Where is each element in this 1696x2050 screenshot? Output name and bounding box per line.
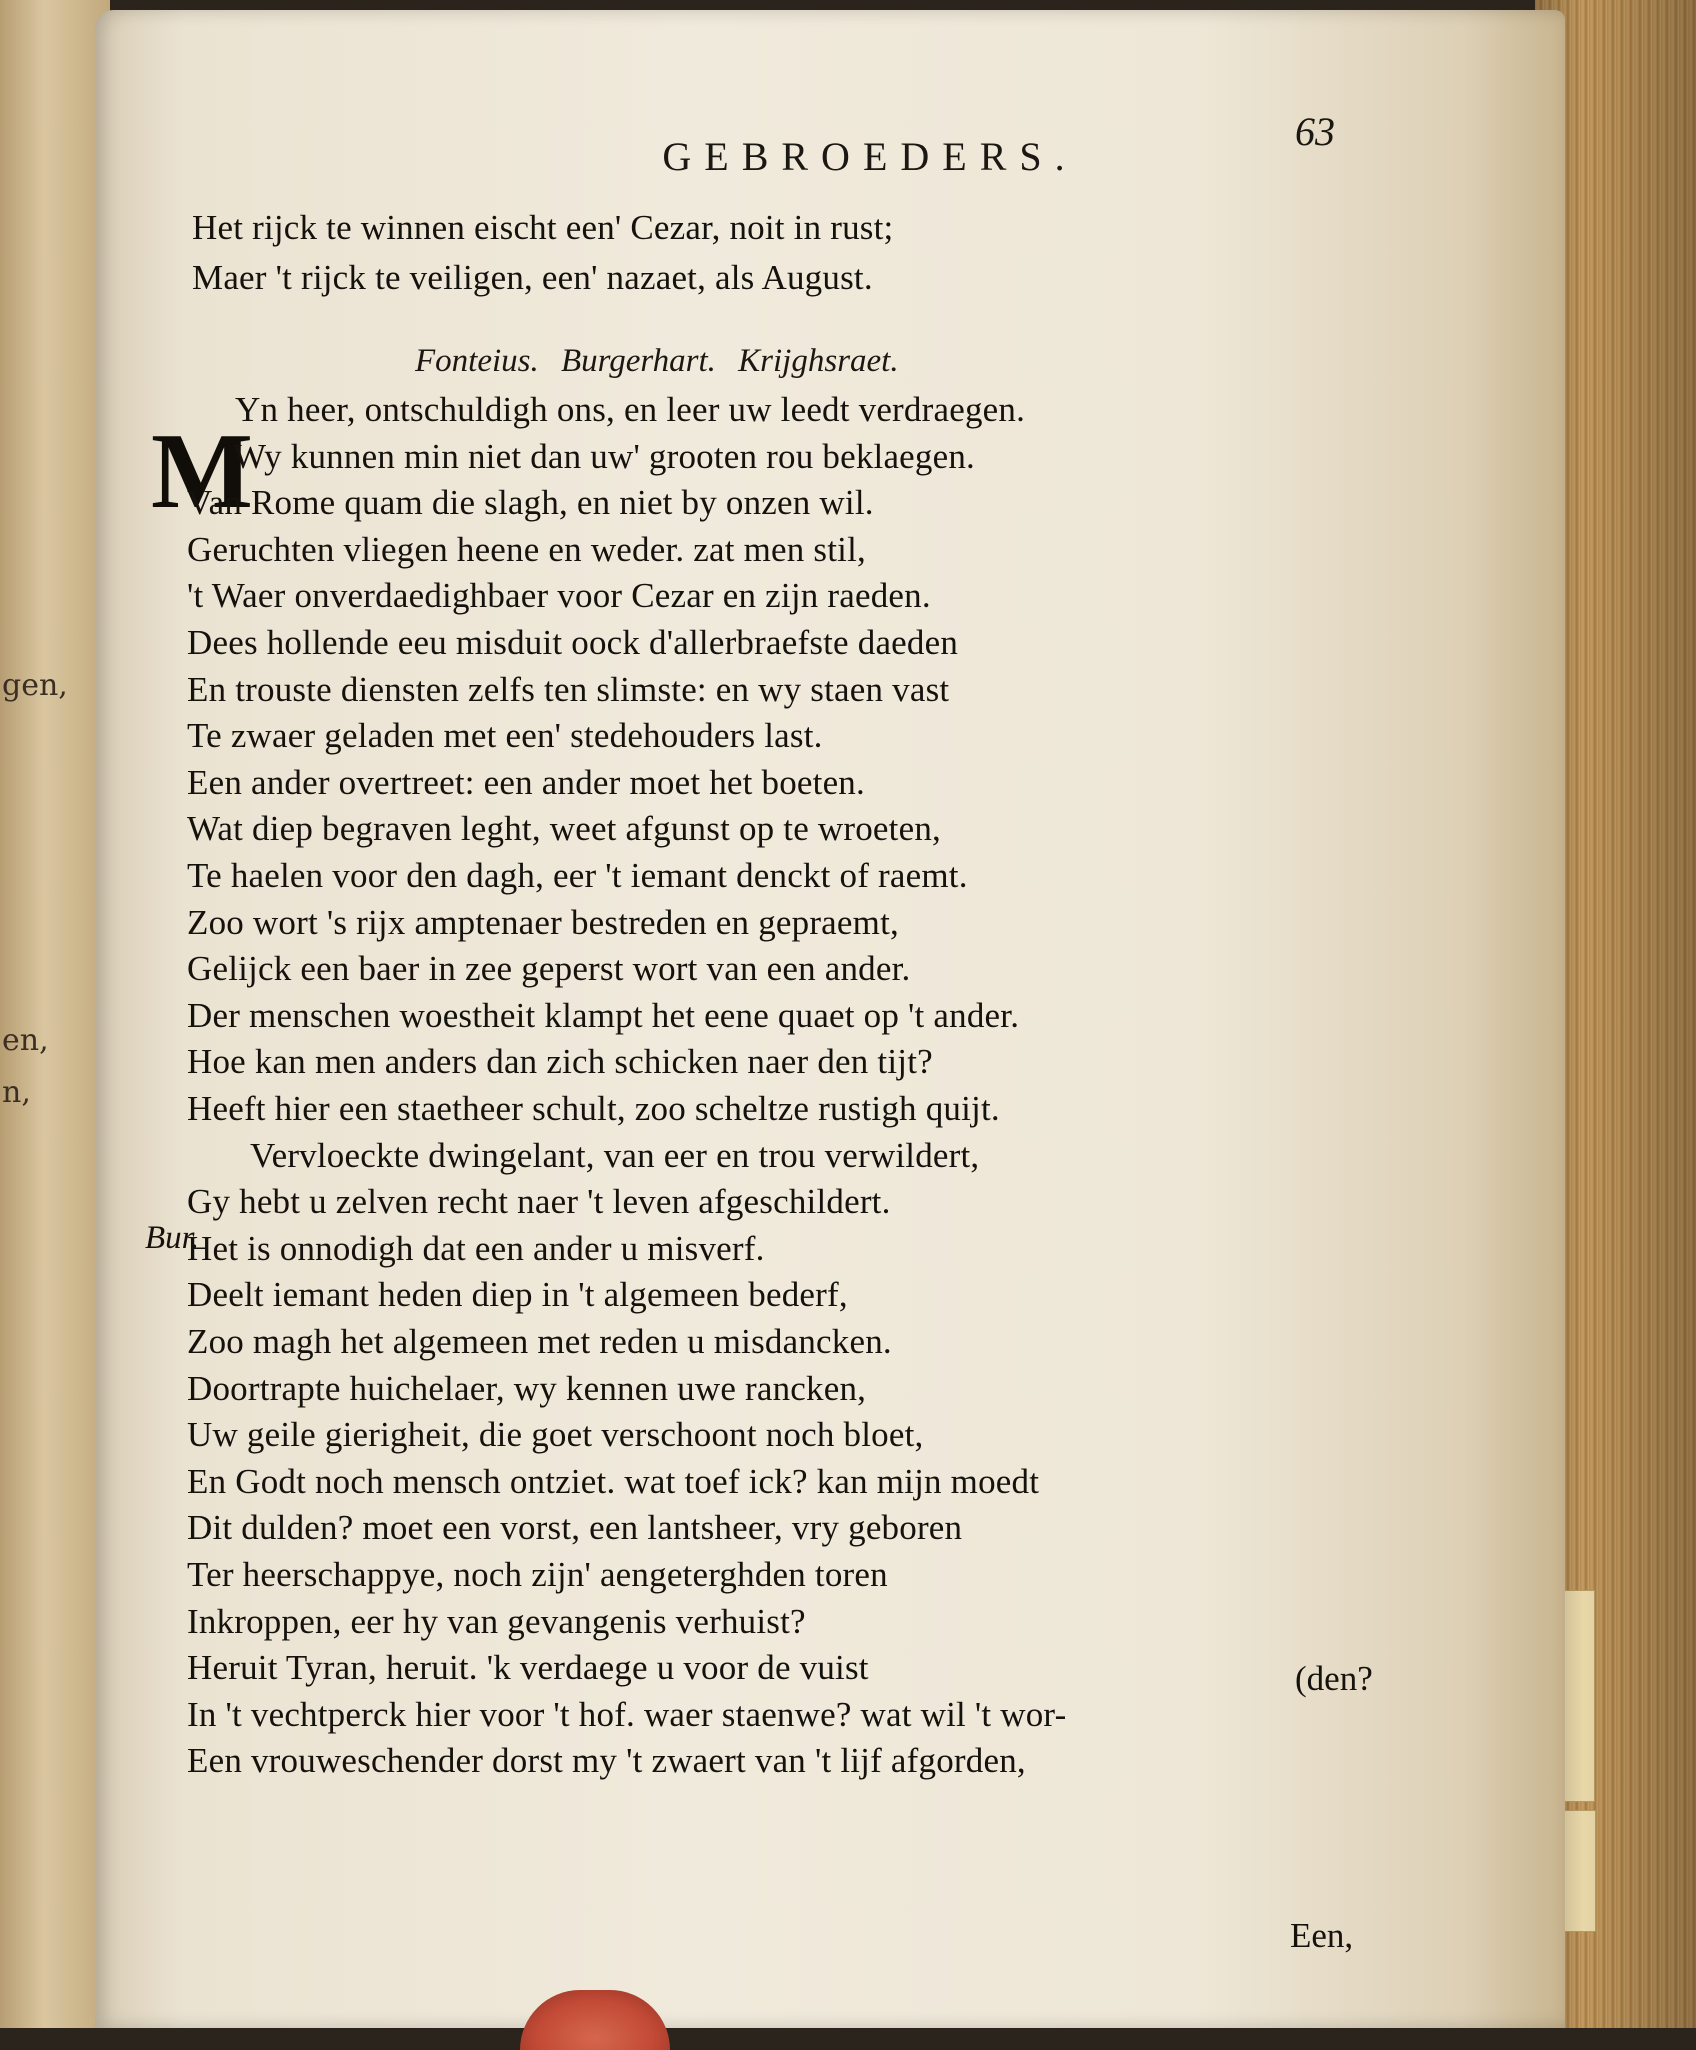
verse-line: Ter heerschappye, noch zijn' aengeterghden toren bbox=[187, 1555, 888, 1594]
verse-line: Maer 't rijck te veiligen, een' nazaet, als August. bbox=[192, 258, 873, 297]
page-tab bbox=[1560, 1810, 1596, 1932]
verse-line: Doortrapte huichelaer, wy kennen uwe rancken, bbox=[187, 1369, 867, 1408]
speaker-tag: Bur. bbox=[145, 1220, 200, 1256]
verse-line: Heeft hier een staetheer schult, zoo scheltze rustigh quijt. bbox=[187, 1089, 1000, 1128]
verse-line: In 't vechtperck hier voor 't hof. waer staenwe? wat wil 't wor- bbox=[187, 1695, 1067, 1734]
verse-line: Inkroppen, eer hy van gevangenis verhuist? bbox=[187, 1602, 806, 1641]
verse-line: Heruit Tyran, heruit. 'k verdaege u voor de vuist bbox=[187, 1648, 869, 1687]
book-page bbox=[95, 10, 1565, 2028]
drop-cap: M bbox=[151, 412, 253, 531]
left-page-edge bbox=[0, 0, 110, 2028]
verse-line: Deelt iemant heden diep in 't algemeen bederf, bbox=[187, 1275, 848, 1314]
verse-line: Geruchten vliegen heene en weder. zat men stil, bbox=[187, 530, 866, 569]
verse-line: Dees hollende eeu misduit oock d'allerbraefste daeden bbox=[187, 623, 959, 662]
verse-line: Wy kunnen min niet dan uw' grooten rou beklaegen. bbox=[233, 437, 975, 476]
verse-line: Zoo wort 's rijx amptenaer bestreden en gepraemt, bbox=[187, 903, 899, 942]
verse-line: Van Rome quam die slagh, en niet by onzen wil. bbox=[187, 483, 874, 522]
verse-line: Vervloeckte dwingelant, van eer en trou verwildert, bbox=[250, 1136, 980, 1175]
verse-line: En Godt noch mensch ontziet. wat toef ick? kan mijn moedt bbox=[187, 1462, 1040, 1501]
verse-line: Der menschen woestheit klampt het eene quaet op 't ander. bbox=[187, 996, 1020, 1035]
verse-line: Gelijck een baer in zee geperst wort van een ander. bbox=[187, 949, 911, 988]
verse-line: En trouste diensten zelfs ten slimste: en wy staen vast bbox=[187, 670, 950, 709]
verse-line: Uw geile gierigheit, die goet verschoont noch bloet, bbox=[187, 1415, 924, 1454]
running-head: GEBROEDERS. bbox=[662, 134, 1078, 179]
verse-line: Zoo magh het algemeen met reden u misdancken. bbox=[187, 1322, 892, 1361]
verse-line: Hoe kan men anders dan zich schicken naer den tijt? bbox=[187, 1042, 933, 1081]
verse-line: Een vrouweschender dorst my 't zwaert van 't lijf afgorden, bbox=[187, 1741, 1026, 1780]
verse-line: Het rijck te winnen eischt een' Cezar, noit in rust; bbox=[192, 208, 894, 247]
left-page-fragment: gen, bbox=[2, 668, 68, 703]
left-page-fragment: n, bbox=[2, 1075, 31, 1110]
catchword: Een, bbox=[1290, 1916, 1354, 1955]
page-number: 63 bbox=[1295, 109, 1335, 154]
verse-line: Te haelen voor den dagh, eer 't iemant denckt of raemt. bbox=[187, 856, 968, 895]
verse-line: Dit dulden? moet een vorst, een lantsheer, vry geboren bbox=[187, 1508, 963, 1547]
verse-line: Te zwaer geladen met een' stedehouders last. bbox=[187, 716, 823, 755]
verse-line: Yn heer, ontschuldigh ons, en leer uw leedt verdraegen. bbox=[235, 390, 1026, 429]
verse-line: Gy hebt u zelven recht naer 't leven afgeschildert. bbox=[187, 1182, 891, 1221]
scene-speakers: Fonteius. Burgerhart. Krijghsraet. bbox=[415, 343, 899, 379]
left-page-fragment: en, bbox=[2, 1023, 49, 1058]
verse-line: Een ander overtreet: een ander moet het boeten. bbox=[187, 763, 865, 802]
verse-line: Het is onnodigh dat een ander u misverf. bbox=[187, 1229, 765, 1268]
verse-line: Wat diep begraven leght, weet afgunst op te wroeten, bbox=[187, 809, 941, 848]
verse-line: 't Waer onverdaedighbaer voor Cezar en zijn raeden. bbox=[187, 576, 931, 615]
turnover-text: (den? bbox=[1295, 1659, 1373, 1698]
